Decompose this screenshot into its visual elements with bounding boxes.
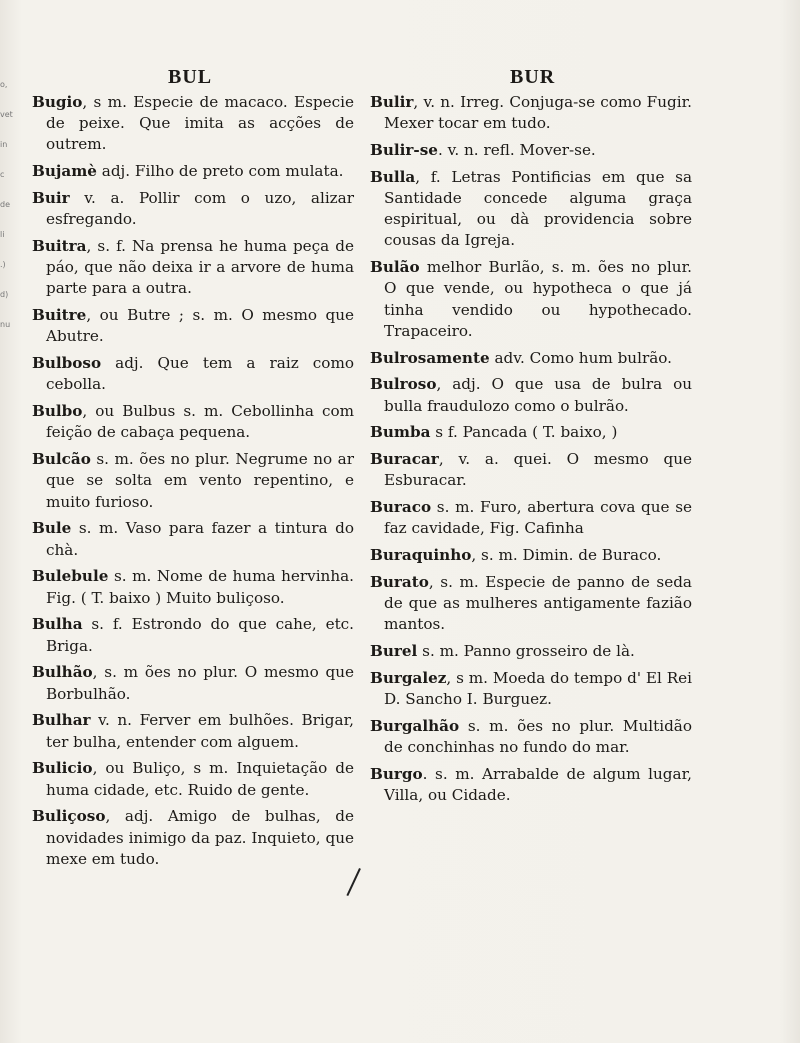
margin-fragment: o, [0, 80, 8, 89]
entry-headword: Bujamè [32, 162, 97, 181]
dictionary-entry [370, 572, 692, 636]
margin-fragment: li [0, 230, 5, 239]
entry-definition: , s. m. Dimin. de Buraco. [471, 546, 662, 565]
entry-definition: s. m. Nome de huma hervinha. Fig. ( T. baixo ) Muito buliçoso. [46, 567, 354, 607]
entry-headword: Burgalez [370, 669, 447, 687]
dictionary-entry [370, 167, 692, 252]
entry-definition: , s. f. Na prensa he huma peça de páo, que não deixa ir a arvore de huma parte para a outra. [46, 237, 354, 298]
entry-headword: Buraquinho [370, 546, 472, 565]
entry-headword: Bulicio [32, 759, 93, 778]
dictionary-entry [32, 710, 354, 752]
left-column-heading: BUL [168, 66, 213, 88]
dictionary-entry [32, 806, 354, 870]
entry-definition: v. a. Pollir com o uzo, alizar esfregando. [46, 189, 354, 229]
dictionary-entry [32, 758, 354, 800]
dictionary-entry [32, 614, 354, 656]
margin-fragment: vet [0, 110, 13, 119]
entry-headword: Burato [370, 573, 429, 591]
entry-definition: , adj. Amigo de bulhas, de novidades inimigo da paz. Inquieto, que mexe em tudo. [46, 807, 354, 868]
entry-definition: s f. Pancada ( T. baixo, ) [430, 423, 618, 442]
margin-fragment: in [0, 140, 8, 149]
entry-definition: . v. n. refl. Mover-se. [437, 141, 596, 159]
dictionary-entry [370, 545, 692, 566]
margin-fragment: .) [0, 260, 6, 269]
dictionary-entry [370, 140, 692, 161]
entry-headword: Bulebule [32, 567, 109, 586]
entry-headword: Bulir-se [370, 141, 438, 159]
entry-headword: Buliçoso [32, 807, 106, 826]
entry-headword: Buitre [32, 306, 87, 325]
entry-definition: adj. Que tem a raiz como cebolla. [46, 354, 354, 394]
entry-headword: Burgo [370, 765, 423, 783]
entry-definition: , ou Buliço, s m. Inquietação de huma cidade, etc. Ruido de gente. [46, 759, 354, 799]
entry-definition: . s. m. Arrabalde de algum lugar, Villa, ou Cidade. [384, 765, 692, 805]
entry-definition: melhor Burlão, s. m. ões no plur. O que vende, ou hypotheca o que já tinha vendido ou hypothecado. Trapaceiro. [384, 258, 692, 340]
entry-definition: s. m. Panno grosseiro de là. [417, 642, 635, 661]
margin-fragment: d) [0, 290, 9, 299]
entry-headword: Bule [32, 519, 72, 538]
dictionary-entry [32, 518, 354, 560]
entry-definition: , ou Butre ; s. m. O mesmo que Abutre. [46, 306, 354, 346]
dictionary-entry [370, 716, 692, 758]
entry-headword: Buitra [32, 237, 87, 255]
left-column [32, 92, 354, 876]
entry-definition: , v. n. Irreg. Conjuga-se como Fugir. Mexer tocar em tudo. [384, 93, 692, 133]
entry-headword: Bulla [370, 167, 416, 186]
dictionary-entry [370, 641, 692, 662]
entry-definition: s. m. Vaso para fazer a tintura do chà. [46, 519, 354, 559]
entry-definition: s. m. ões no plur. Multidão de conchinhas no fundo do mar. [384, 717, 692, 757]
margin-bleed-through [0, 70, 14, 450]
entry-definition: , f. Letras Pontificias em que sa Santidade concede alguma graça espiritual, ou dà providencia sobre cousas da Igreja. [384, 167, 692, 250]
entry-headword: Bulir [370, 93, 414, 111]
entry-headword: Bulcão [32, 450, 91, 469]
dictionary-entry [32, 188, 354, 230]
dictionary-entry [32, 92, 354, 156]
dictionary-entry [32, 353, 354, 395]
dictionary-entry [370, 668, 692, 710]
entry-definition: , s m. Moeda do tempo d' El Rei D. Sancho I. Burguez. [384, 669, 692, 709]
dictionary-entry [370, 374, 692, 416]
dictionary-entry [370, 449, 692, 491]
dictionary-entry [370, 497, 692, 539]
entry-definition: s. m. ões no plur. Negrume no ar que se solta em vento repentino, e muito furioso. [46, 450, 354, 511]
entry-headword: Bulbo [32, 402, 83, 421]
entry-headword: Bumba [370, 423, 431, 442]
entry-definition: , s. m. Especie de panno de seda de que as mulheres antigamente fazião mantos. [384, 573, 692, 634]
margin-fragment: nu [0, 320, 11, 329]
entry-headword: Buir [32, 189, 70, 207]
entry-headword: Bulboso [32, 354, 102, 373]
right-column [370, 92, 692, 812]
dictionary-entry [370, 92, 692, 134]
entry-headword: Bulhar [32, 711, 91, 730]
margin-fragment: c [0, 170, 5, 179]
dictionary-entry [32, 236, 354, 300]
entry-headword: Buraco [370, 498, 432, 517]
dictionary-entry [32, 401, 354, 443]
entry-definition: , s m. Especie de macaco. Especie de peixe. Que imita as acções de outrem. [46, 93, 354, 154]
entry-definition: , s. m ões no plur. O mesmo que Borbulhão. [46, 663, 354, 703]
dictionary-entry [370, 348, 692, 369]
entry-headword: Bulrosamente [370, 348, 490, 367]
entry-headword: Buracar [370, 450, 439, 469]
dictionary-entry [32, 566, 354, 608]
dictionary-entry [370, 257, 692, 342]
entry-definition: , adj. O que usa de bulra ou bulla fraudulozo como o bulrão. [384, 375, 692, 415]
entry-headword: Bugio [32, 93, 83, 111]
entry-definition: s. m. Furo, abertura cova que se faz cavidade, Fig. Cafinha [384, 498, 692, 538]
dictionary-entry [370, 422, 692, 443]
dictionary-entry [32, 305, 354, 347]
entry-definition: s. f. Estrondo do que cahe, etc. Briga. [46, 615, 354, 655]
entry-headword: Bulhão [32, 663, 93, 682]
entry-headword: Burgalhão [370, 717, 460, 735]
entry-definition: , ou Bulbus s. m. Cebollinha com feição de cabaça pequena. [46, 402, 354, 442]
entry-definition: , v. a. quei. O mesmo que Esburacar. [384, 450, 692, 490]
entry-headword: Bulha [32, 615, 83, 634]
dictionary-entry [32, 449, 354, 513]
right-column-heading: BUR [510, 66, 556, 88]
entry-definition: adv. Como hum bulrão. [489, 348, 672, 367]
dictionary-entry [370, 764, 692, 806]
dictionary-entry [32, 662, 354, 704]
dictionary-entry [32, 161, 354, 182]
entry-definition: adj. Filho de preto com mulata. [96, 162, 344, 181]
entry-headword: Burel [370, 642, 418, 661]
entry-headword: Bulroso [370, 375, 437, 394]
entry-definition: v. n. Ferver em bulhões. Brigar, ter bulha, entender com alguem. [46, 711, 354, 751]
margin-fragment: de [0, 200, 10, 209]
entry-headword: Bulão [370, 258, 420, 277]
